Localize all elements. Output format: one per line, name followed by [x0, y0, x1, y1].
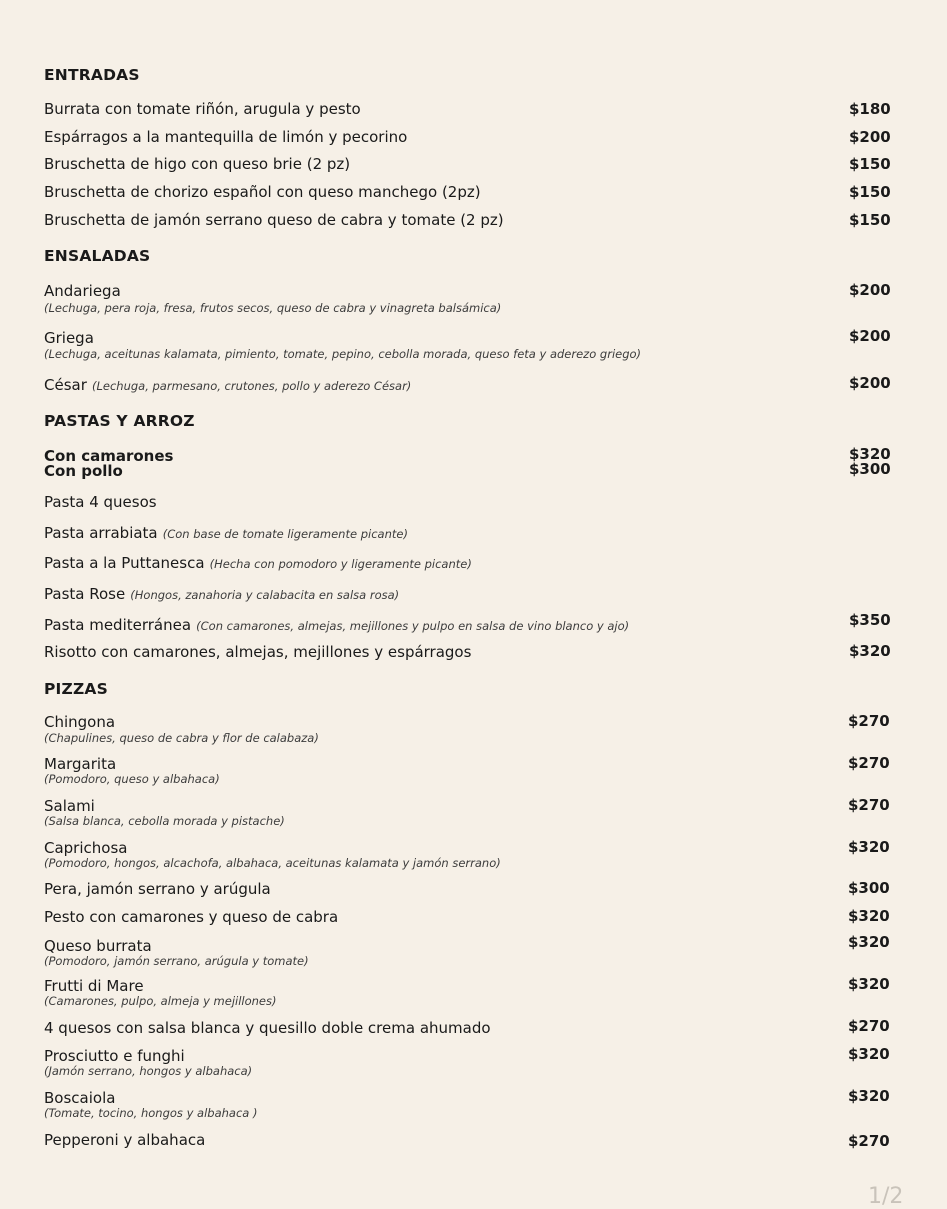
- page-indicator: 1/2: [868, 1184, 904, 1209]
- menu-item-description: (Jamón serrano, hongos y albahaca): [44, 1064, 253, 1078]
- section-title-pizzas: PIZZAS: [44, 680, 108, 698]
- menu-item-name: Bruschetta de higo con queso brie (2 pz): [44, 155, 351, 173]
- menu-item-price: $320: [848, 1045, 890, 1063]
- menu-item-price: $180: [849, 100, 891, 118]
- menu-item-name: Pesto con camarones y queso de cabra: [44, 908, 339, 926]
- menu-item-description: (Hongos, zanahoria y calabacita en salsa rosa): [130, 588, 400, 602]
- menu-item-name: Chingona: [44, 713, 116, 731]
- menu-item-price: $270: [848, 712, 890, 730]
- menu-item-price: $200: [849, 281, 891, 299]
- menu-item-name: Frutti di Mare: [44, 977, 144, 995]
- menu-item-price: $320: [848, 933, 890, 951]
- menu-item-description: (Pomodoro, queso y albahaca): [44, 772, 220, 786]
- menu-item-name: Risotto con camarones, almejas, mejillones y espárragos: [44, 643, 472, 661]
- menu-item-description: (Con base de tomate ligeramente picante): [162, 527, 408, 541]
- menu-item-description: (Chapulines, queso de cabra y flor de calabaza): [44, 731, 319, 745]
- menu-item-mediterranea: [44, 615, 629, 634]
- menu-item-price: $320: [848, 975, 890, 993]
- menu-item-name: Bruschetta de jamón serrano queso de cabra y tomate (2 pz): [44, 211, 504, 229]
- menu-item-price: $270: [848, 1132, 890, 1150]
- menu-item-price: $270: [848, 754, 890, 772]
- menu-item-name: Bruschetta de chorizo español con queso manchego (2pz): [44, 183, 481, 201]
- menu-item-price: $200: [849, 128, 891, 146]
- pasta-option-price: $320: [849, 445, 891, 463]
- section-title-entradas: ENTRADAS: [44, 66, 140, 84]
- menu-item-price: $320: [848, 907, 890, 925]
- menu-item-price: $300: [848, 879, 890, 897]
- menu-item-price: $320: [848, 838, 890, 856]
- menu-item-description: (Lechuga, parmesano, crutones, pollo y aderezo César): [91, 379, 412, 393]
- menu-item-name: Pasta arrabiata: [44, 524, 158, 542]
- menu-item-price: $320: [849, 642, 891, 660]
- menu-item-price: $200: [849, 374, 891, 392]
- menu-item-name: 4 quesos con salsa blanca y quesillo doble crema ahumado: [44, 1019, 491, 1037]
- menu-item-description: (Camarones, pulpo, almeja y mejillones): [44, 994, 277, 1008]
- menu-item-price: $350: [849, 611, 891, 629]
- menu-item-name: Pasta Rose: [44, 585, 126, 603]
- menu-item-arrabiata: [44, 523, 408, 542]
- menu-item-name: Griega: [44, 329, 94, 347]
- menu-item-price: $200: [849, 327, 891, 345]
- menu-item-description: (Hecha con pomodoro y ligeramente picante): [209, 557, 472, 571]
- menu-item-name: Caprichosa: [44, 839, 128, 857]
- pasta-option-price: $300: [849, 460, 891, 478]
- menu-item-name: Pera, jamón serrano y arúgula: [44, 880, 271, 898]
- menu-item-price: $150: [849, 183, 891, 201]
- menu-item-name: Queso burrata: [44, 937, 152, 955]
- menu-item-rose: [44, 584, 399, 603]
- menu-item-name: Pepperoni y albahaca: [44, 1131, 206, 1149]
- menu-item-description: (Salsa blanca, cebolla morada y pistache): [44, 814, 285, 828]
- menu-item-puttanesca: [44, 553, 472, 572]
- menu-item-name: Pasta mediterránea: [44, 616, 192, 634]
- menu-item-description: (Lechuga, pera roja, fresa, frutos secos, queso de cabra y vinagreta balsámica): [44, 301, 502, 315]
- menu-item-name: Andariega: [44, 282, 121, 300]
- menu-item-price: $270: [848, 1017, 890, 1035]
- menu-item-cesar: [44, 375, 411, 394]
- menu-item-price: $150: [849, 155, 891, 173]
- menu-item-name: Prosciutto e funghi: [44, 1047, 185, 1065]
- menu-item-name: Pasta a la Puttanesca: [44, 554, 205, 572]
- menu-item-price: $150: [849, 211, 891, 229]
- pasta-option-name: Con pollo: [44, 462, 123, 480]
- menu-item-description: (Pomodoro, hongos, alcachofa, albahaca, aceitunas kalamata y jamón serrano): [44, 856, 501, 870]
- menu-item-name: Margarita: [44, 755, 117, 773]
- menu-item-description: (Lechuga, aceitunas kalamata, pimiento, tomate, pepino, cebolla morada, queso feta y aderezo griego): [44, 347, 642, 361]
- pasta-option-name: Con camarones: [44, 447, 174, 465]
- menu-item-description: (Con camarones, almejas, mejillones y pulpo en salsa de vino blanco y ajo): [196, 619, 630, 633]
- menu-item-description: (Tomate, tocino, hongos y albahaca ): [44, 1106, 258, 1120]
- section-title-ensaladas: ENSALADAS: [44, 247, 151, 265]
- menu-item-description: (Pomodoro, jamón serrano, arúgula y tomate): [44, 954, 309, 968]
- menu-item-name: Boscaiola: [44, 1089, 116, 1107]
- section-title-pastas: PASTAS Y ARROZ: [44, 412, 195, 430]
- menu-item-name: Pasta 4 quesos: [44, 493, 157, 511]
- menu-item-name: Espárragos a la mantequilla de limón y pecorino: [44, 128, 408, 146]
- menu-item-price: $320: [848, 1087, 890, 1105]
- menu-item-price: $270: [848, 796, 890, 814]
- menu-item-name: Burrata con tomate riñón, arugula y pesto: [44, 100, 361, 118]
- menu-item-name: Salami: [44, 797, 95, 815]
- menu-item-name: César: [44, 376, 87, 394]
